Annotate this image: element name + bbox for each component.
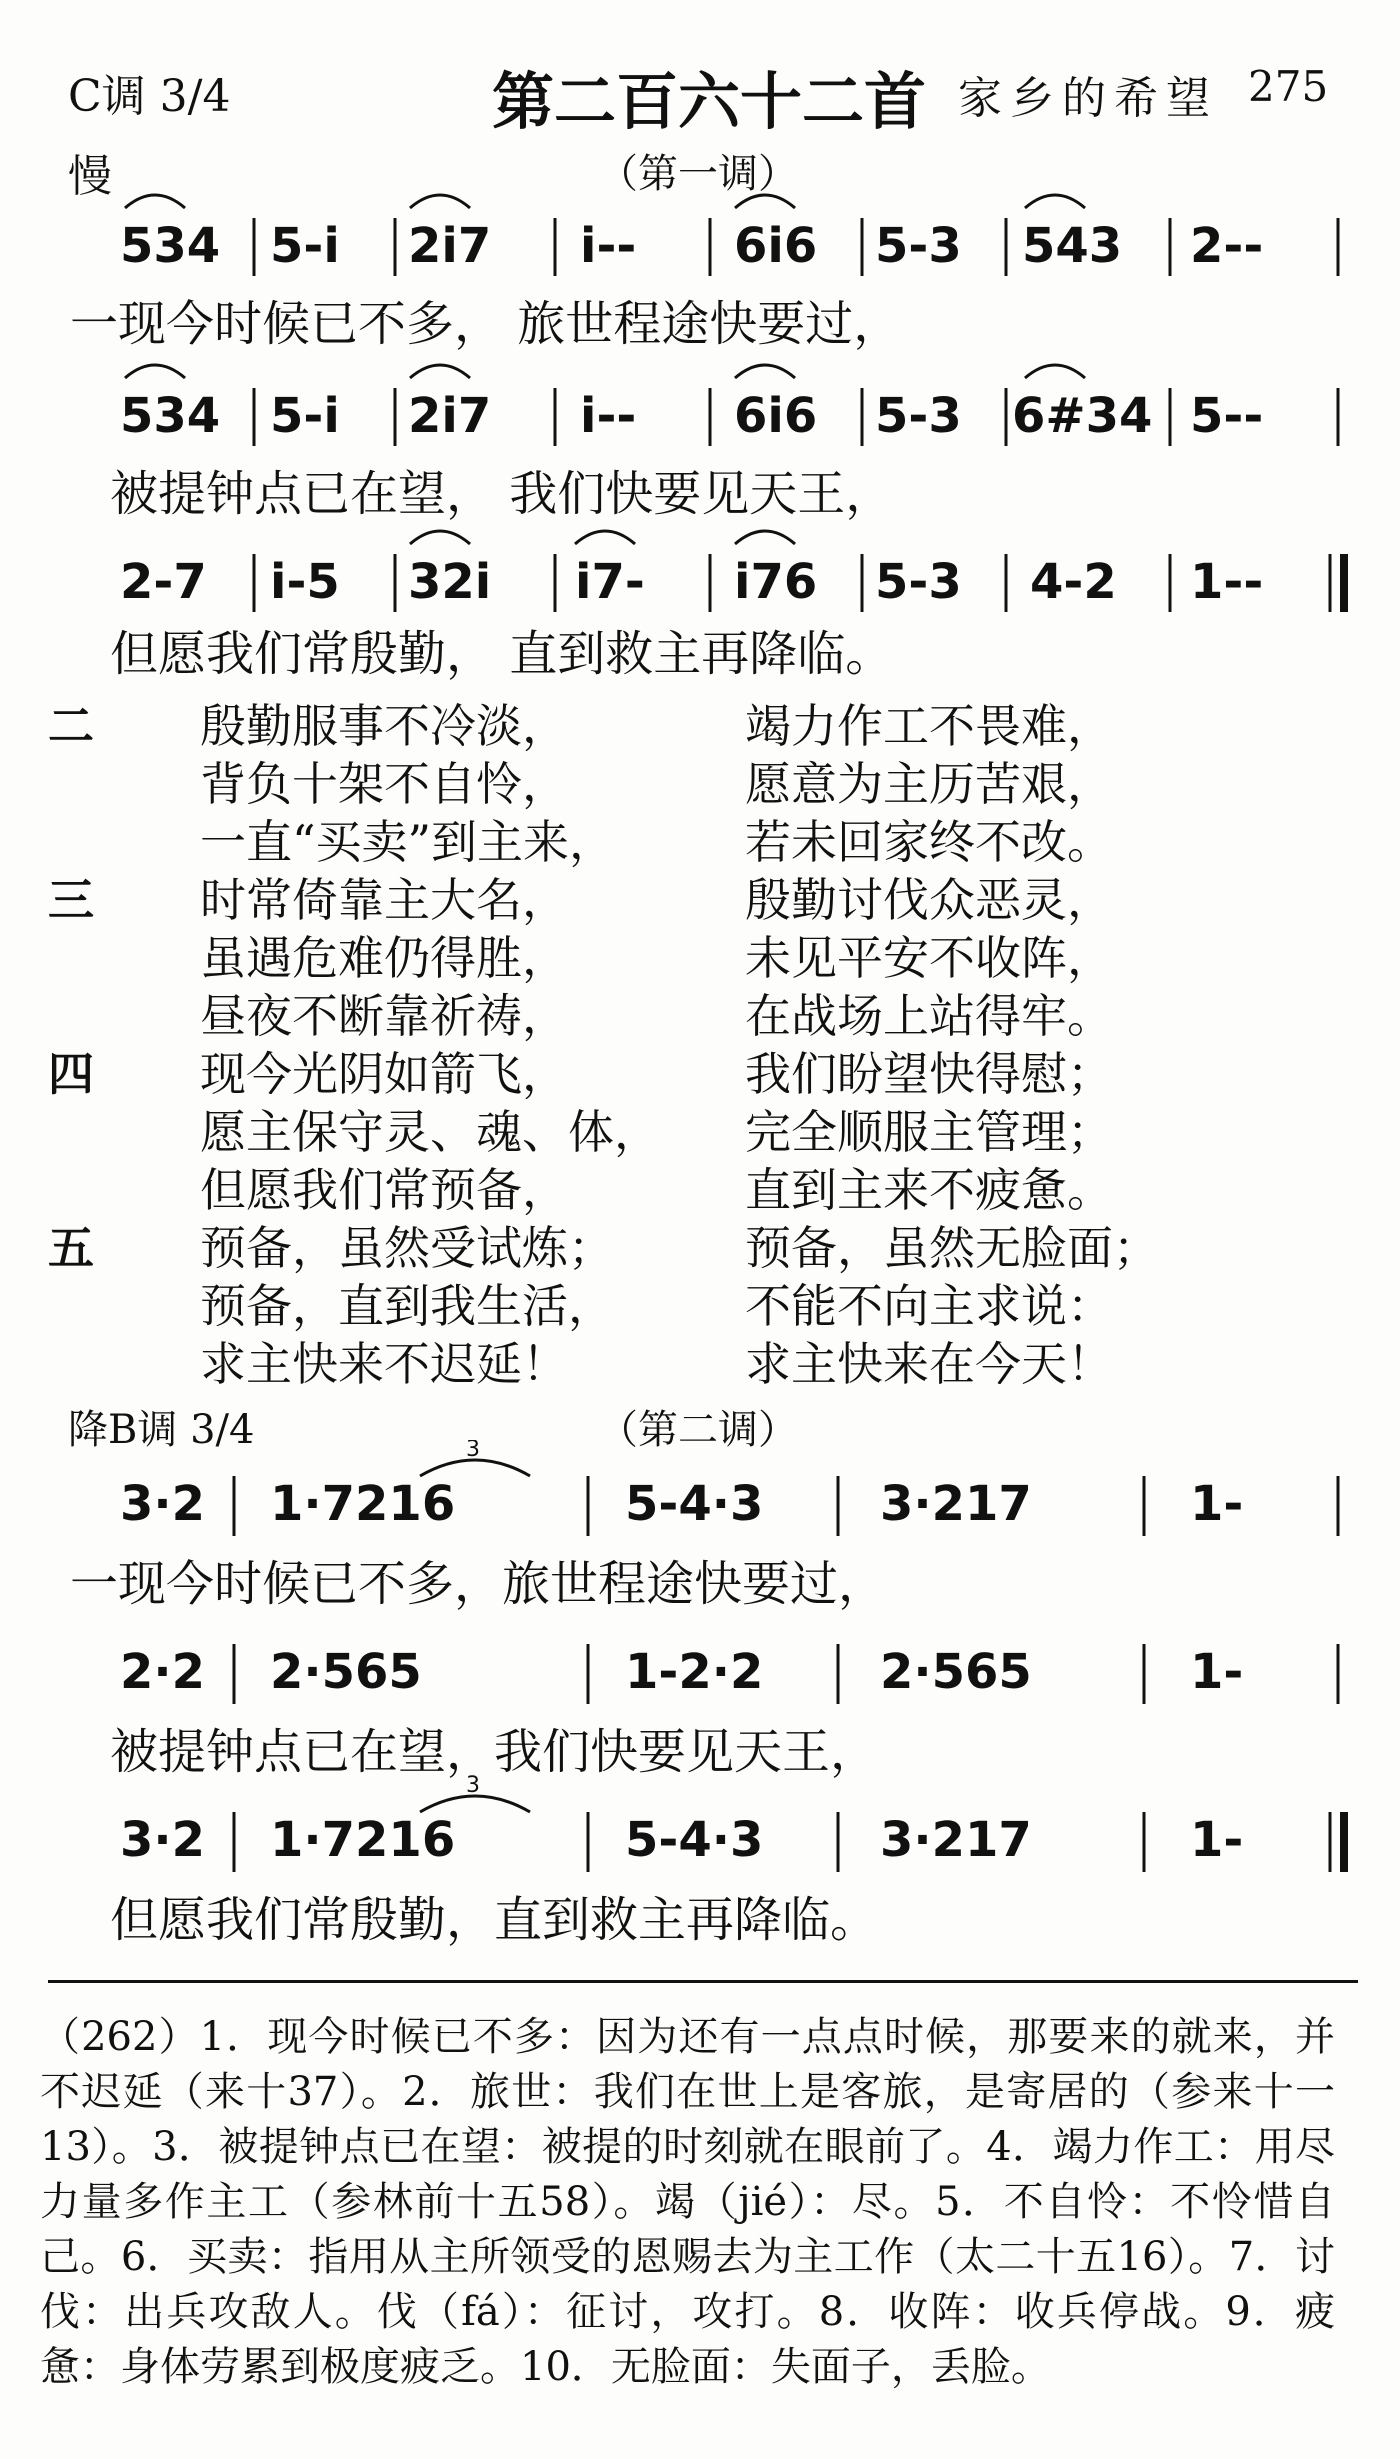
measure-2: i-5 <box>270 554 340 610</box>
verse-line-right: 求主快来在今天！ <box>745 1337 1113 1391</box>
measure-2: 1-2·2 <box>625 1644 764 1700</box>
measure-3: 3·217 <box>880 1812 1032 1868</box>
tune1-notation <box>0 180 1400 700</box>
measure-7: 4-2 <box>1030 554 1117 610</box>
measure-3: 2i7 <box>408 218 492 274</box>
triplet-mark: 3 <box>466 1440 480 1462</box>
verse-number: 二 <box>48 699 94 753</box>
verse-number: 五 <box>48 1221 94 1275</box>
measure-2: 5-4·3 <box>625 1812 764 1868</box>
tune2-row-1 <box>70 1440 1338 1612</box>
lyrics-line-2: 被提钟点已在望， 我们快要见天王， <box>110 466 894 522</box>
footnotes: （262）1．现今时候已不多：因为还有一点点时候，那要来的就来，并不迟延（来十37）。2．旅世：我们在世上是客旅，是寄居的（参来十一13）。3．被提钟点已在望：被提的时刻就在眼前了。4．竭力作工：用尽力量多作主工（参林前十五58）。竭（jié）：尽。5．不自怜：不怜惜自己。6．买卖：指用从主所领受的恩赐去为主工作（太二十五16）。7．讨伐：出兵攻敌人。伐（fá）：征讨，攻打。8．收阵：收兵停战。9．疲惫：身体劳累到极度疲乏。10．无脸面：失面子，丢脸。 <box>40 2014 1335 2390</box>
measure-5: i76 <box>734 554 818 610</box>
verse-line-left: 预备，直到我生活， <box>200 1279 614 1333</box>
verse-line-right: 殷勤讨伐众恶灵， <box>745 873 1113 927</box>
hymn-subtitle: 家乡的希望 <box>958 73 1218 124</box>
verse-line-right: 在战场上站得牢。 <box>745 989 1113 1043</box>
verse-line-left: 但愿我们常预备， <box>200 1163 568 1217</box>
measure-2: 5-i <box>270 218 340 274</box>
verse-number: 四 <box>48 1047 94 1101</box>
verse-line-right: 直到主来不疲惫。 <box>745 1163 1113 1217</box>
verse-line-left: 现今光阴如箭飞， <box>200 1047 568 1101</box>
measure-3: 3·217 <box>880 1476 1032 1532</box>
lyrics-line-2: 被提钟点已在望，我们快要见天王， <box>110 1724 879 1780</box>
verse-line-right: 我们盼望快得慰； <box>745 1047 1113 1101</box>
measure-7: 543 <box>1022 218 1123 274</box>
verse-line-left: 一直“买卖”到主来， <box>200 815 616 869</box>
verse-line-left: 昼夜不断靠祈祷， <box>200 989 568 1043</box>
verse-line-right: 不能不向主求说： <box>745 1279 1113 1333</box>
measure-8: 5-- <box>1190 388 1264 444</box>
verse-line-right: 完全顺服主管理； <box>745 1105 1113 1159</box>
measure-8: 2-- <box>1190 218 1264 274</box>
verse-line-left: 求主快来不迟延！ <box>200 1337 568 1391</box>
measure-4: i-- <box>580 388 637 444</box>
verse-line-left: 时常倚靠主大名， <box>200 873 568 927</box>
hymn-title: 第二百六十二首 <box>492 65 927 138</box>
tune1-row-1 <box>70 195 1338 352</box>
verse-line-left: 殷勤服事不冷淡， <box>200 699 568 753</box>
tune1-row-2 <box>110 365 1338 522</box>
page-number: 275 <box>1248 62 1329 111</box>
measure-4: i7- <box>575 554 645 610</box>
slur-marks <box>125 365 1085 378</box>
measure-pickup: 3·2 <box>120 1812 206 1868</box>
divider <box>48 1980 1358 1983</box>
slur-marks <box>410 531 795 544</box>
measure-3: 32i <box>408 554 492 610</box>
triplet-mark: 3 <box>466 1773 480 1798</box>
verse-line-right: 若未回家终不改。 <box>745 815 1113 869</box>
measure-6: 5-3 <box>875 554 962 610</box>
triplet-slur <box>420 1796 530 1812</box>
measure-7: 6#34 <box>1012 388 1153 444</box>
verse-line-left: 虽遇危难仍得胜， <box>200 931 568 985</box>
measure-1: 534 <box>120 388 221 444</box>
measure-8: 1-- <box>1190 554 1264 610</box>
verse-number: 三 <box>48 873 94 927</box>
final-barline <box>1340 1812 1348 1872</box>
measure-4: i-- <box>580 218 637 274</box>
tempo-marking: 慢 <box>68 151 112 202</box>
measure-1: 2·565 <box>270 1644 422 1700</box>
tune2-label: （第二调） <box>598 1407 798 1453</box>
verse-line-right: 未见平安不收阵， <box>745 931 1113 985</box>
lyrics-line-1: 一现今时候已不多，旅世程途快要过， <box>70 1556 887 1612</box>
measure-2: 5-4·3 <box>625 1476 764 1532</box>
measure-3: 2·565 <box>880 1644 1032 1700</box>
tune1-row-3 <box>110 531 1348 682</box>
lyrics-line-3: 但愿我们常殷勤， 直到救主再降临。 <box>110 626 894 682</box>
measure-4: 1- <box>1190 1476 1244 1532</box>
verse-line-left: 预备，虽然受试炼； <box>200 1221 614 1275</box>
tune2-row-3 <box>110 1773 1348 1948</box>
triplet-slur <box>420 1460 530 1476</box>
measure-4: 1- <box>1190 1812 1244 1868</box>
lyrics-line-1: 一现今时候已不多， 旅世程途快要过， <box>70 296 902 352</box>
measure-2: 5-i <box>270 388 340 444</box>
slur-marks <box>125 195 1085 208</box>
measure-pickup: 2·2 <box>120 1644 206 1700</box>
verse-line-right: 竭力作工不畏难， <box>745 699 1113 753</box>
key-signature: C调 3/4 <box>68 71 231 122</box>
verse-line-right: 预备，虽然无脸面； <box>745 1221 1159 1275</box>
tune2-notation <box>0 1440 1400 1960</box>
measure-1: 1·7216 <box>270 1476 456 1532</box>
final-barline <box>1340 554 1348 612</box>
measure-6: 5-3 <box>875 218 962 274</box>
tune2-key: 降B调 3/4 <box>68 1407 255 1453</box>
verse-line-right: 愿意为主历苦艰， <box>745 757 1113 811</box>
measure-3: 2i7 <box>408 388 492 444</box>
measure-5: 6i6 <box>734 388 818 444</box>
lyrics-line-3: 但愿我们常殷勤，直到救主再降临。 <box>110 1892 879 1948</box>
tune2-row-2 <box>110 1644 1338 1780</box>
measure-1: 2-7 <box>120 554 207 610</box>
measure-1: 534 <box>120 218 221 274</box>
measure-pickup: 3·2 <box>120 1476 206 1532</box>
measure-4: 1- <box>1190 1644 1244 1700</box>
verse-line-left: 背负十架不自怜， <box>200 757 568 811</box>
measure-5: 6i6 <box>734 218 818 274</box>
tune1-label: （第一调） <box>598 151 798 197</box>
verse-line-left: 愿主保守灵、魂、体， <box>200 1105 660 1159</box>
measure-1: 1·7216 <box>270 1812 456 1868</box>
measure-6: 5-3 <box>875 388 962 444</box>
